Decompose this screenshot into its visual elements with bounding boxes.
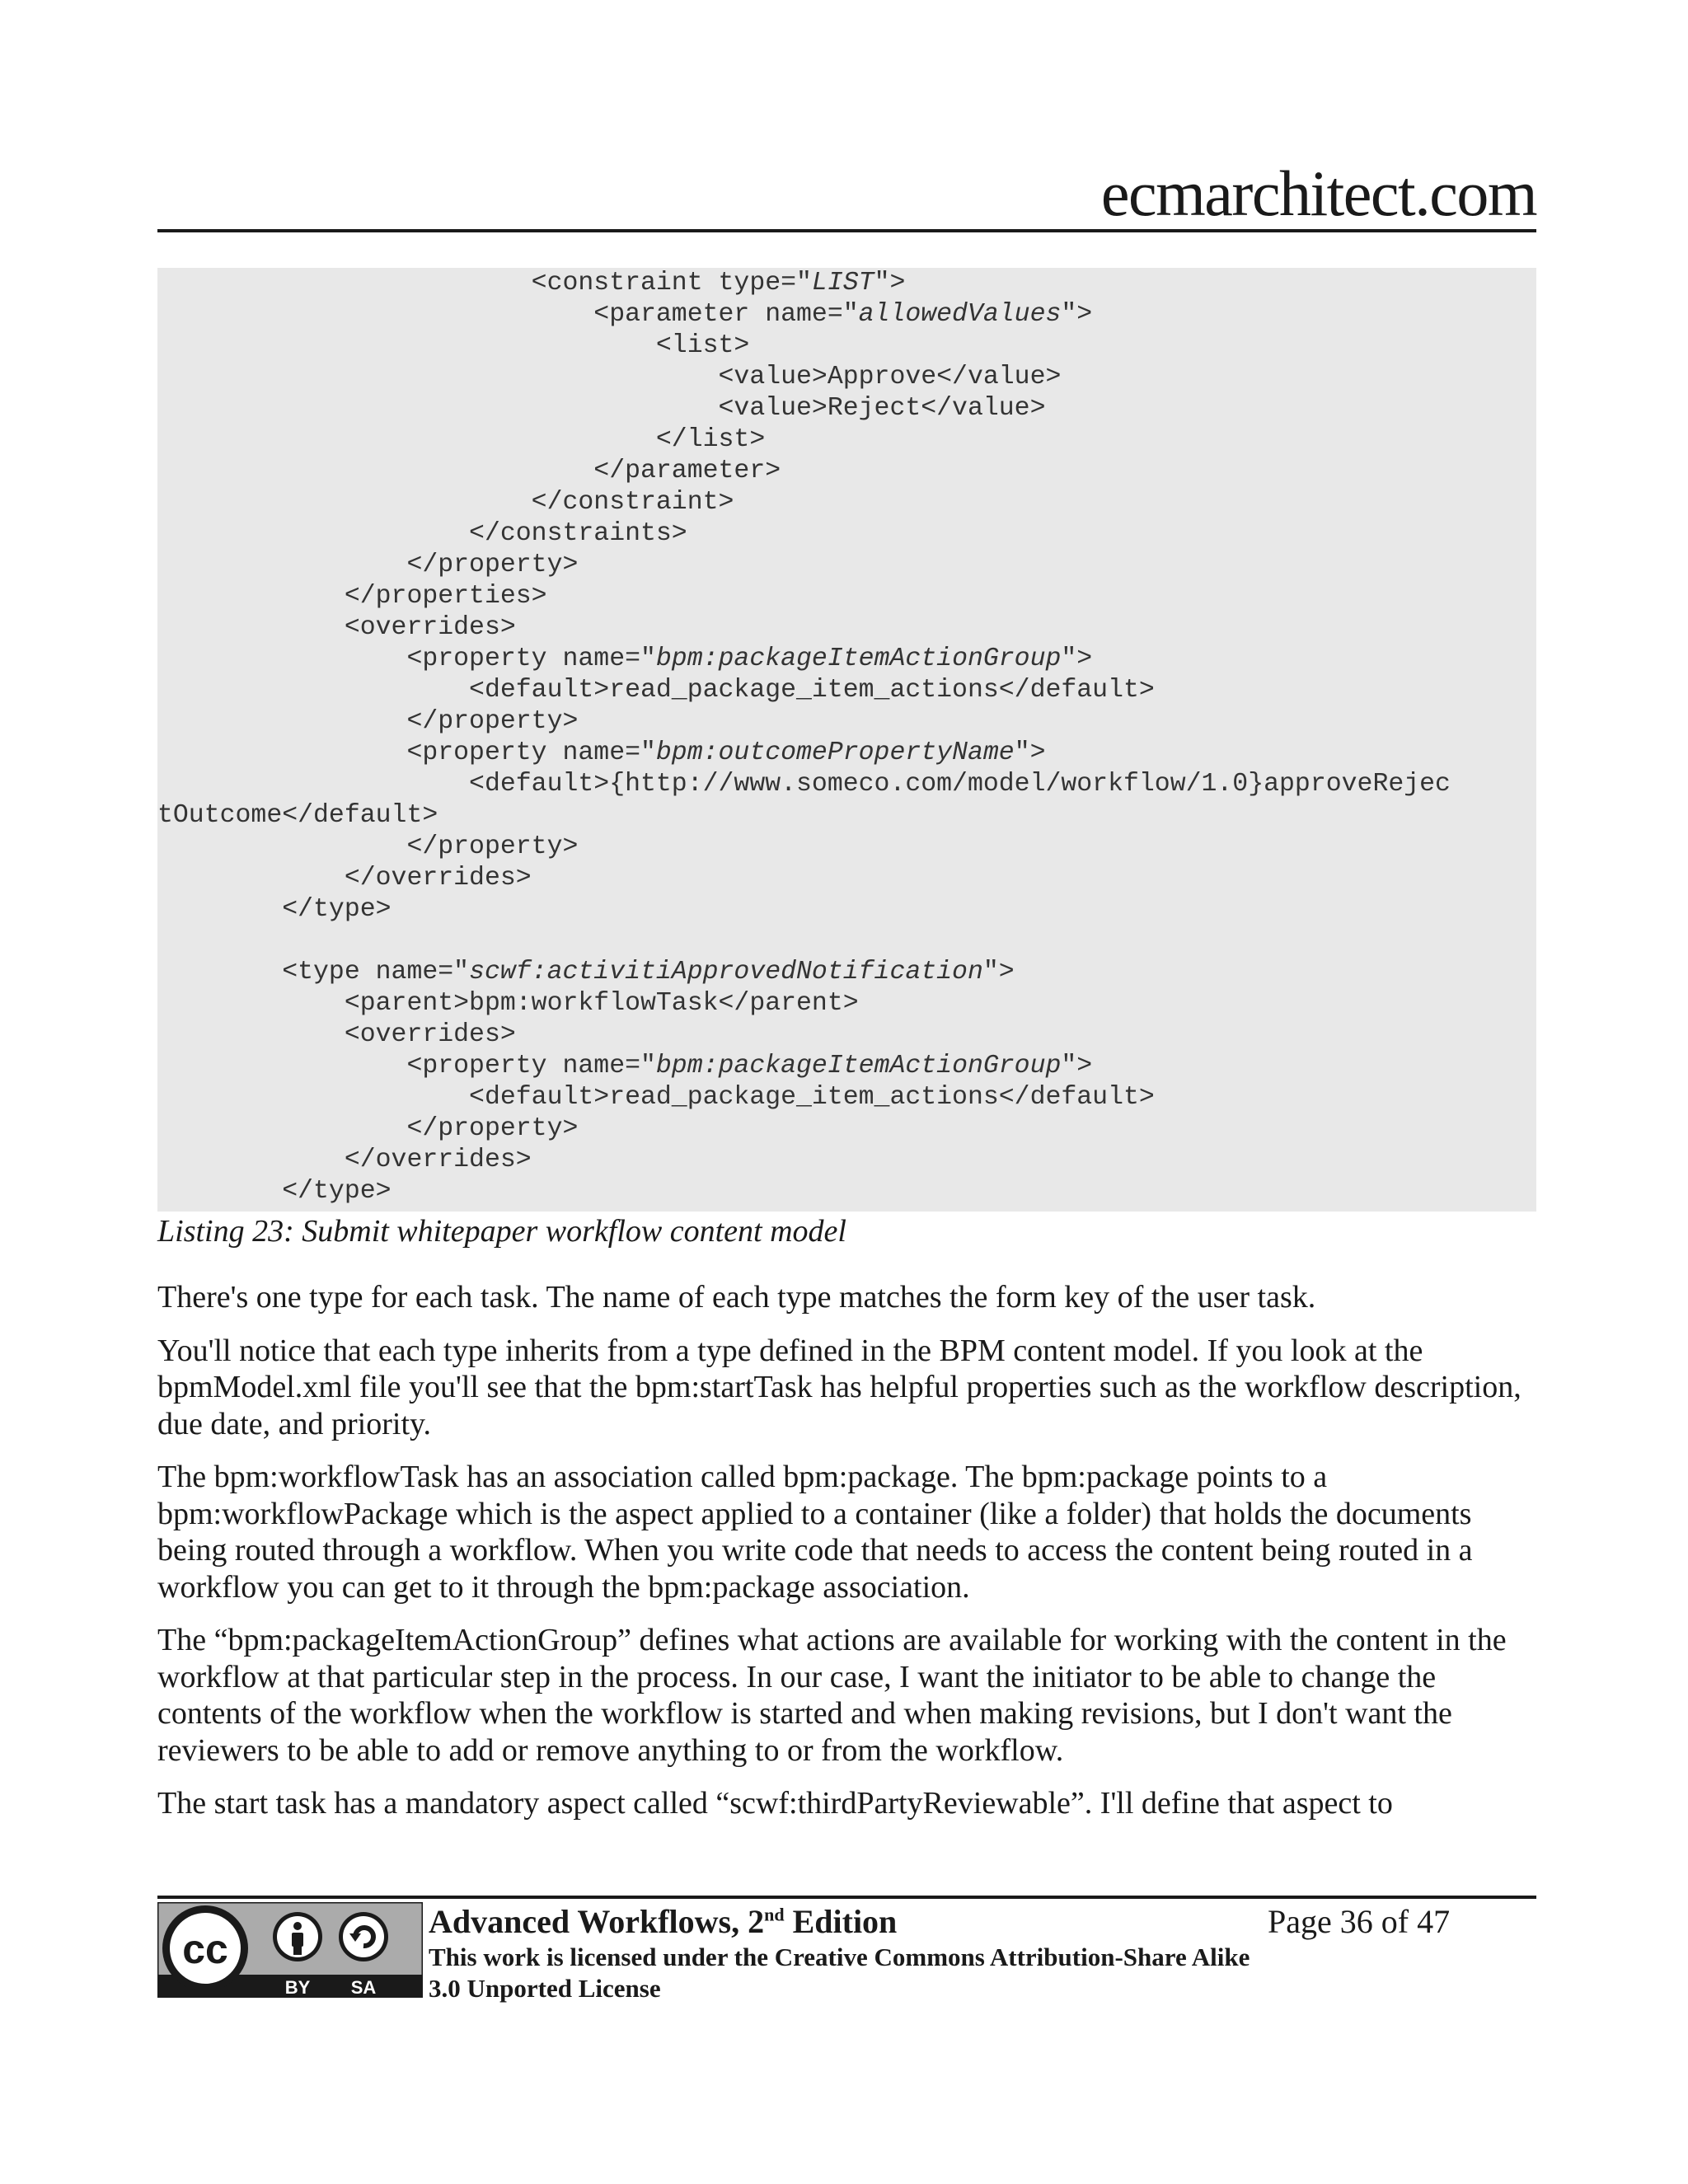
code-attribute-value: bpm:packageItemActionGroup bbox=[655, 644, 1062, 673]
code-text: </parameter> bbox=[157, 457, 781, 485]
code-text: <property name=" bbox=[157, 644, 656, 673]
code-line bbox=[157, 769, 1536, 800]
code-line bbox=[157, 1082, 1536, 1113]
code-text: "> bbox=[982, 958, 1015, 987]
code-text: </type> bbox=[157, 1177, 392, 1206]
code-line bbox=[157, 706, 1536, 738]
code-text: <property name=" bbox=[157, 1052, 656, 1080]
code-line bbox=[157, 644, 1536, 675]
page-number: Page 36 of 47 bbox=[1268, 1903, 1451, 1940]
edition-label: Edition bbox=[784, 1903, 898, 1940]
edition-superscript: nd bbox=[764, 1904, 785, 1925]
code-text: </list> bbox=[157, 425, 766, 454]
code-line bbox=[157, 518, 1536, 550]
book-title-text: Advanced Workflows, 2 bbox=[429, 1903, 765, 1940]
footer-text bbox=[429, 1902, 1253, 2004]
code-text: </type> bbox=[157, 895, 392, 924]
code-text: <constraint type=" bbox=[157, 269, 812, 298]
code-attribute-value: bpm:outcomePropertyName bbox=[655, 738, 1015, 767]
sa-icon-circle bbox=[343, 1916, 384, 1957]
code-line bbox=[157, 1051, 1536, 1082]
code-line bbox=[157, 456, 1536, 487]
code-text: <overrides> bbox=[157, 613, 516, 642]
book-title bbox=[429, 1902, 1253, 1942]
code-text: <type name=" bbox=[157, 958, 470, 987]
page-header bbox=[157, 155, 1536, 232]
by-person-legs bbox=[293, 1945, 302, 1955]
code-text: </property> bbox=[157, 832, 579, 861]
code-line bbox=[157, 832, 1536, 863]
code-line bbox=[157, 550, 1536, 581]
footer-divider bbox=[157, 1896, 1536, 1899]
code-text: <default>{http://www.someco.com/model/workflow/1.0}approveRejec bbox=[157, 770, 1451, 799]
code-text: "> bbox=[1061, 300, 1093, 329]
code-line bbox=[157, 894, 1536, 926]
code-line bbox=[157, 957, 1536, 988]
code-line bbox=[157, 1145, 1536, 1176]
code-line bbox=[157, 330, 1536, 362]
code-line bbox=[157, 299, 1536, 330]
code-line bbox=[157, 1176, 1536, 1207]
code-line bbox=[157, 863, 1536, 894]
code-line bbox=[157, 738, 1536, 769]
code-line bbox=[157, 800, 1536, 832]
code-attribute-value: LIST bbox=[811, 269, 874, 298]
code-text: <default>read_package_item_actions</default> bbox=[157, 1083, 1155, 1112]
code-text: tOutcome</default> bbox=[157, 801, 438, 830]
code-line bbox=[157, 988, 1536, 1019]
cc-label: cc bbox=[182, 1926, 228, 1972]
code-line bbox=[157, 362, 1536, 393]
code-text: </property> bbox=[157, 551, 579, 579]
code-line bbox=[157, 1019, 1536, 1051]
code-text: </overrides> bbox=[157, 864, 532, 893]
code-text: <property name=" bbox=[157, 738, 656, 767]
code-line bbox=[157, 393, 1536, 424]
code-line bbox=[157, 675, 1536, 706]
body-text bbox=[157, 1279, 1536, 1839]
site-title: ecmarchitect.com bbox=[1100, 157, 1536, 229]
code-text: <overrides> bbox=[157, 1020, 516, 1049]
code-text: "> bbox=[1014, 738, 1046, 767]
by-person-head bbox=[293, 1922, 302, 1930]
code-attribute-value: scwf:activitiApprovedNotification bbox=[469, 958, 983, 987]
code-attribute-value: allowedValues bbox=[858, 300, 1062, 329]
code-line bbox=[157, 926, 1536, 957]
paragraph: There's one type for each task. The name of each type matches the form key of the user task. bbox=[157, 1280, 1316, 1315]
code-text: <value>Approve</value> bbox=[157, 363, 1062, 391]
code-line bbox=[157, 487, 1536, 518]
sa-label: SA bbox=[350, 1977, 377, 1998]
code-line bbox=[157, 581, 1536, 612]
listing-caption: Listing 23: Submit whitepaper workflow content model bbox=[157, 1214, 846, 1249]
code-attribute-value: bpm:packageItemActionGroup bbox=[655, 1052, 1062, 1080]
code-line bbox=[157, 424, 1536, 456]
code-text: <parent>bpm:workflowTask</parent> bbox=[157, 989, 859, 1018]
by-person-body bbox=[292, 1933, 303, 1947]
paragraph: The “bpm:packageItemActionGroup” defines what actions are available for working with the content in the workflow at that particular step in the process. In our case, I want the initiator to be able to change the contents of the workflow when the workflow is started and when making revisions, but I don't want the reviewers to be able to add or remove anything to or from the workflow. bbox=[157, 1623, 1507, 1768]
code-text: "> bbox=[1061, 644, 1093, 673]
code-text: </properties> bbox=[157, 582, 547, 611]
code-text: </constraint> bbox=[157, 488, 734, 517]
code-text: </overrides> bbox=[157, 1146, 532, 1174]
code-text: <default>read_package_item_actions</default> bbox=[157, 676, 1155, 705]
paragraph: The bpm:workflowTask has an association called bpm:package. The bpm:package points to a bpm:workflowPackage which is the aspect applied to a container (like a folder) that holds the documents being routed through a workflow. When you write code that needs to access the content being routed in a workflow you can get to it through the bpm:package association. bbox=[157, 1460, 1473, 1605]
code-text: "> bbox=[1061, 1052, 1093, 1080]
code-text: </property> bbox=[157, 1114, 579, 1143]
code-text: </property> bbox=[157, 707, 579, 736]
code-line bbox=[157, 1113, 1536, 1145]
creative-commons-by-sa-icon bbox=[157, 1902, 423, 1998]
code-line bbox=[157, 612, 1536, 644]
code-text: <value>Reject</value> bbox=[157, 394, 1046, 423]
paragraph: You'll notice that each type inherits from a type defined in the BPM content model. If you look at the bpmModel.xml file you'll see that the bpm:startTask has helpful properties such as the workflow description, due date, and priority. bbox=[157, 1333, 1522, 1441]
by-label: BY bbox=[284, 1977, 311, 1998]
license-text: This work is licensed under the Creative Commons Attribution-Share Alike 3.0 Unported License bbox=[429, 1943, 1250, 2003]
code-text: </constraints> bbox=[157, 519, 687, 548]
code-text: <list> bbox=[157, 331, 750, 360]
code-text: "> bbox=[874, 269, 906, 298]
code-listing bbox=[157, 268, 1536, 1212]
paragraph: The start task has a mandatory aspect called “scwf:thirdPartyReviewable”. I'll define that aspect to bbox=[157, 1786, 1393, 1821]
code-line bbox=[157, 268, 1536, 299]
code-text: <parameter name=" bbox=[157, 300, 859, 329]
